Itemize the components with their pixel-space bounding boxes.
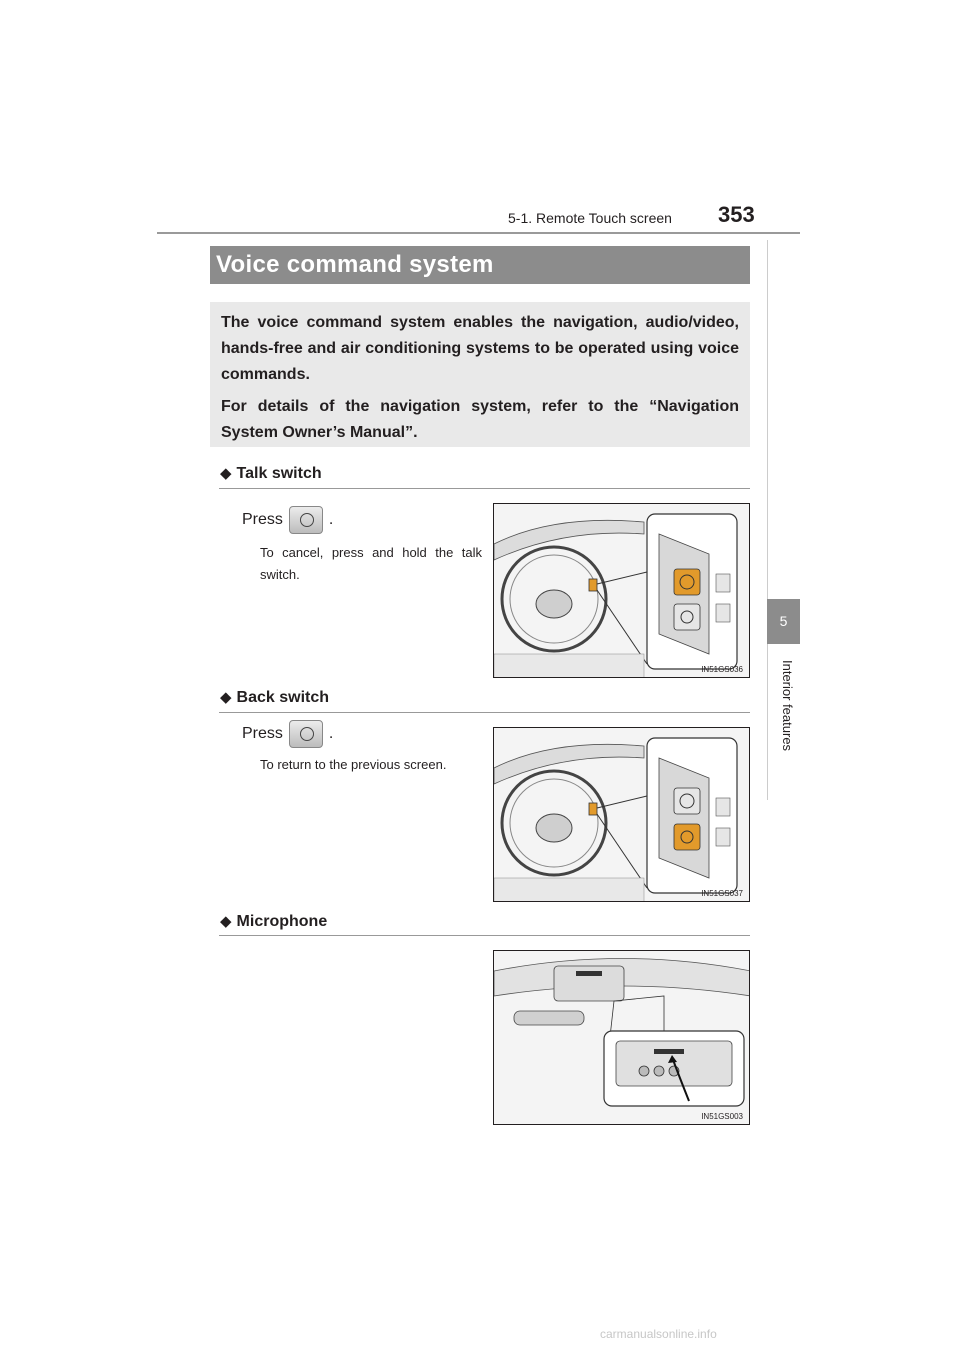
intro-paragraph: For details of the navigation system, refer to the “Navigation System Owner’s Manual”. [221, 398, 739, 441]
subhead-microphone [220, 912, 327, 931]
press-period: . [328, 511, 334, 528]
press-text: Press [242, 725, 283, 742]
figure-code: IN51GS036 [701, 665, 743, 674]
talk-switch-figure [493, 503, 750, 678]
back-switch-note: To return to the previous screen. [260, 757, 447, 772]
press-instruction [242, 720, 333, 748]
figure-code: IN51GS037 [701, 889, 743, 898]
running-header: 5-1. Remote Touch screen [508, 210, 672, 226]
press-text: Press [242, 511, 283, 528]
section-title: Voice command system [210, 246, 750, 284]
figure-code: IN51GS003 [701, 1112, 743, 1121]
microphone-figure [493, 950, 750, 1125]
diamond-bullet-icon: ◆ [220, 465, 232, 482]
subhead-rule [219, 488, 750, 489]
header-rule [157, 232, 800, 234]
talk-switch-icon [289, 506, 323, 534]
page-number: 353 [718, 202, 755, 227]
subhead-back-switch [220, 688, 329, 707]
talk-switch-note: To cancel, press and hold the talk switch. [260, 545, 482, 582]
subhead-label: Back switch [236, 689, 330, 706]
chapter-title: Interior features [780, 660, 795, 752]
press-period: . [328, 725, 334, 742]
diamond-bullet-icon: ◆ [220, 689, 232, 706]
subhead-rule [219, 712, 750, 713]
subhead-talk-switch [220, 464, 322, 483]
intro-box [210, 302, 750, 447]
diamond-bullet-icon: ◆ [220, 913, 232, 930]
back-switch-icon [289, 720, 323, 748]
intro-paragraph: The voice command system enables the navigation, audio/video, hands-free and air conditioning systems to be operated using voice commands. [221, 314, 739, 383]
back-switch-figure [493, 727, 750, 902]
subhead-label: Microphone [236, 913, 328, 930]
press-instruction [242, 506, 333, 534]
watermark: carmanualsonline.info [600, 1327, 717, 1341]
side-rule [767, 240, 768, 800]
chapter-tab: 5 [767, 599, 800, 644]
subhead-rule [219, 935, 750, 936]
subhead-label: Talk switch [236, 465, 322, 482]
